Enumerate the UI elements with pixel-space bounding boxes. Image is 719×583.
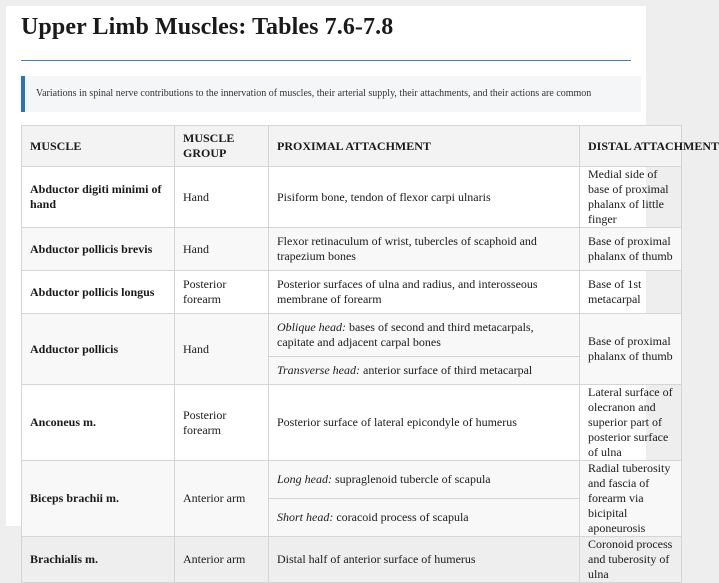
muscle-name: Anconeus m. <box>22 385 175 461</box>
proximal-attachment: Distal half of anterior surface of humerus <box>269 537 580 583</box>
muscle-name: Adductor pollicis <box>22 314 175 385</box>
muscle-name: Abductor pollicis brevis <box>22 228 175 271</box>
head-text: anterior surface of third metacarpal <box>360 363 533 377</box>
proximal-attachment-head <box>269 461 580 499</box>
table-row <box>22 537 682 583</box>
head-label: Transverse head: <box>277 363 360 377</box>
muscle-name: Biceps brachii m. <box>22 461 175 537</box>
muscle-group: Hand <box>175 228 269 271</box>
distal-attachment: Coronoid process and tuberosity of ulna <box>580 537 682 583</box>
table-row <box>22 385 682 461</box>
table-row <box>22 271 682 314</box>
proximal-attachment-head <box>269 357 580 385</box>
table-row <box>22 167 682 228</box>
proximal-attachment: Posterior surfaces of ulna and radius, and interosseous membrane of forearm <box>269 271 580 314</box>
distal-attachment: Medial side of base of proximal phalanx of little finger <box>580 167 682 228</box>
proximal-attachment-head <box>269 314 580 357</box>
head-text: bases of second and third metacarpals, capitate and adjacent carpal bones <box>277 320 534 349</box>
muscle-group: Anterior arm <box>175 461 269 537</box>
muscle-table <box>21 125 719 583</box>
content-card <box>6 6 719 581</box>
table-row <box>22 461 682 499</box>
table-row <box>22 228 682 271</box>
proximal-attachment: Posterior surface of lateral epicondyle of humerus <box>269 385 580 461</box>
table-row <box>22 314 682 357</box>
header-muscle[interactable]: MUSCLE <box>22 126 175 167</box>
header-distal-attachment[interactable]: DISTAL ATTACHMENT <box>580 126 682 167</box>
proximal-attachment: Flexor retinaculum of wrist, tubercles of scaphoid and trapezium bones <box>269 228 580 271</box>
info-note: Variations in spinal nerve contributions to the innervation of muscles, their arterial supply, their attachments, and their actions are common <box>21 76 641 112</box>
muscle-name: Abductor pollicis longus <box>22 271 175 314</box>
table-header-row <box>22 126 682 167</box>
head-label: Short head: <box>277 510 334 524</box>
head-label: Oblique head: <box>277 320 346 334</box>
distal-attachment: Radial tuberosity and fascia of forearm via bicipital aponeurosis <box>580 461 682 537</box>
distal-attachment: Base of proximal phalanx of thumb <box>580 314 682 385</box>
muscle-group: Posterior forearm <box>175 271 269 314</box>
proximal-attachment: Pisiform bone, tendon of flexor carpi ulnaris <box>269 167 580 228</box>
proximal-attachment-head <box>269 499 580 537</box>
head-label: Long head: <box>277 472 332 486</box>
title-divider <box>21 60 631 61</box>
muscle-group: Anterior arm <box>175 537 269 583</box>
distal-attachment: Lateral surface of olecranon and superior part of posterior surface of ulna <box>580 385 682 461</box>
head-text: coracoid process of scapula <box>333 510 469 524</box>
head-text: supraglenoid tubercle of scapula <box>332 472 491 486</box>
muscle-group: Posterior forearm <box>175 385 269 461</box>
distal-attachment: Base of 1st metacarpal <box>580 271 682 314</box>
muscle-name: Abductor digiti minimi of hand <box>22 167 175 228</box>
header-proximal-attachment[interactable]: PROXIMAL ATTACHMENT <box>269 126 580 167</box>
page-title: Upper Limb Muscles: Tables 7.6-7.8 <box>21 14 394 40</box>
header-muscle-group[interactable]: MUSCLE GROUP <box>175 126 269 167</box>
muscle-group: Hand <box>175 314 269 385</box>
muscle-name: Brachialis m. <box>22 537 175 583</box>
distal-attachment: Base of proximal phalanx of thumb <box>580 228 682 271</box>
muscle-group: Hand <box>175 167 269 228</box>
